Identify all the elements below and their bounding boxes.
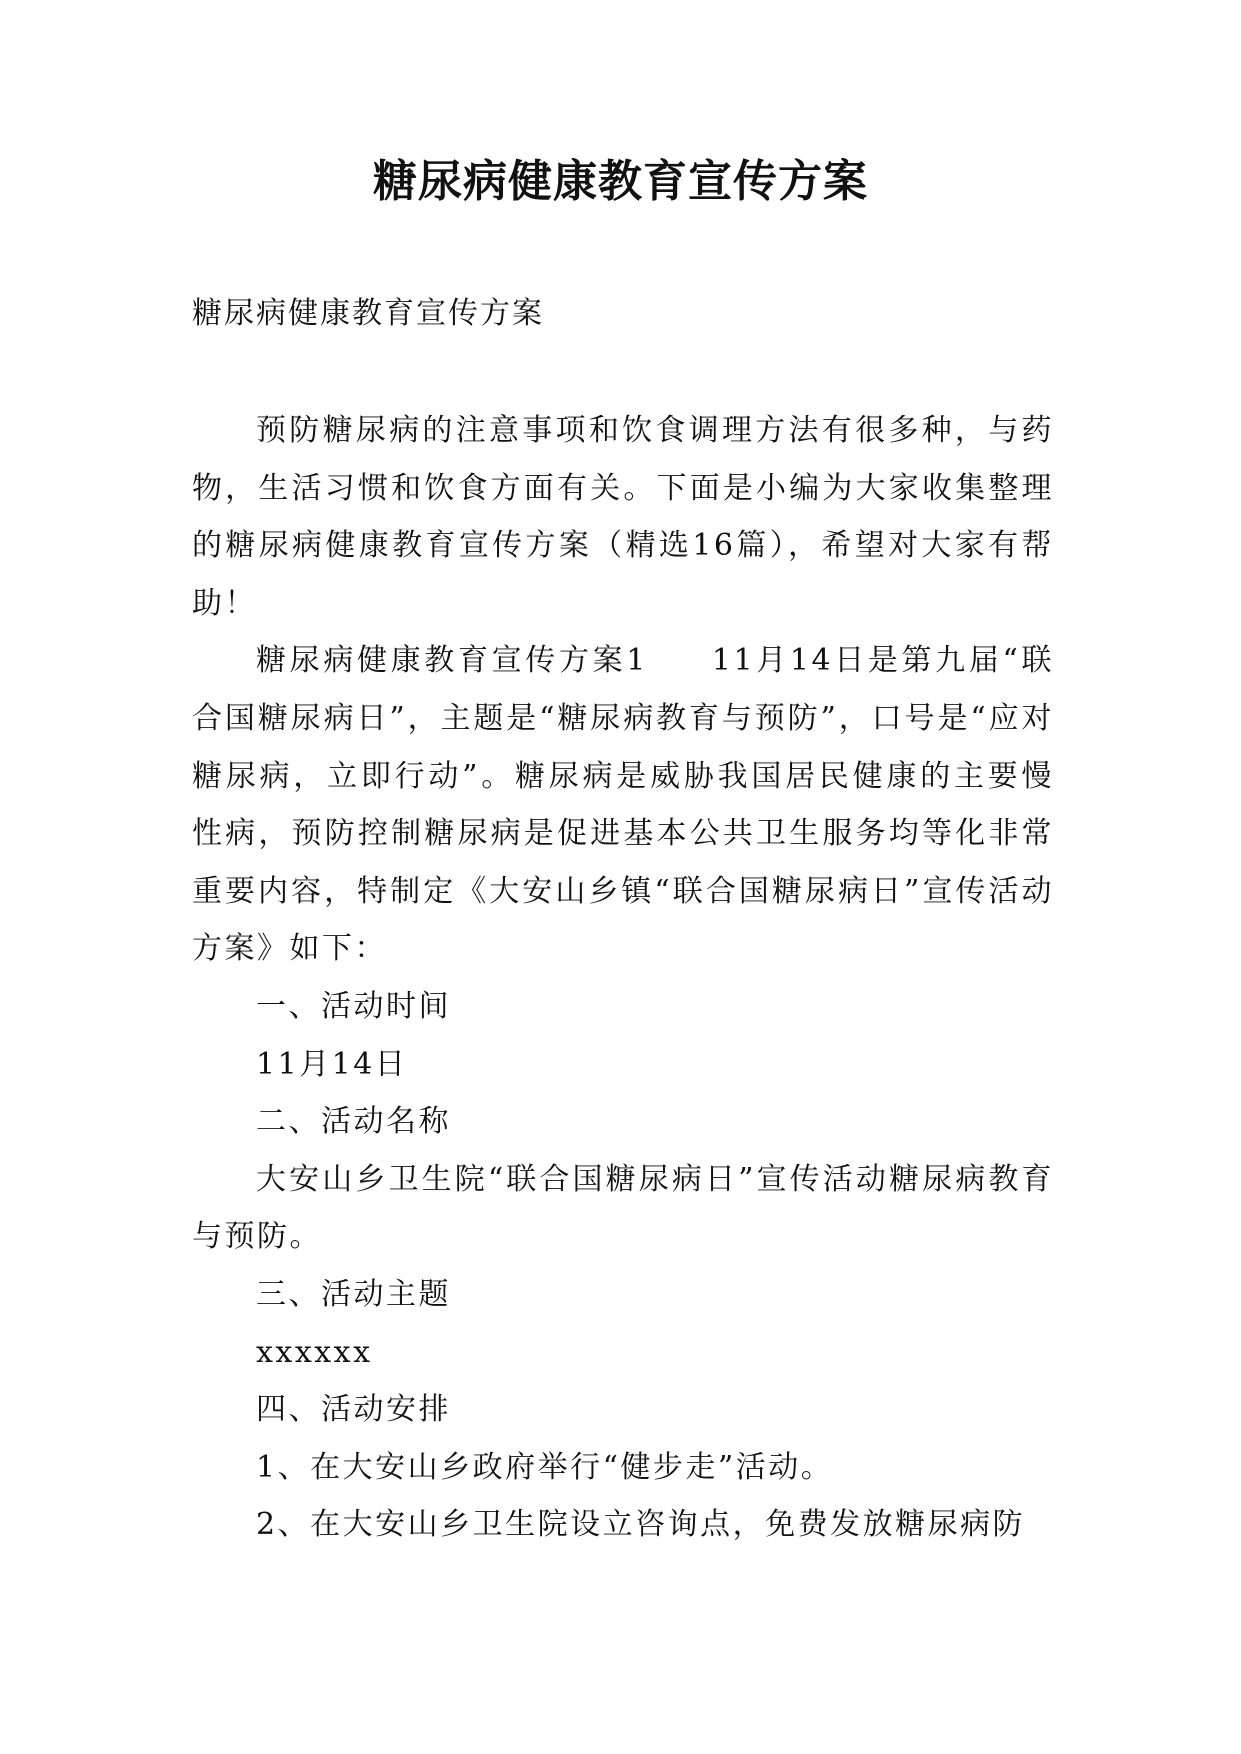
document-subtitle: 糖尿病健康教育宣传方案	[192, 296, 544, 331]
section-1-label: 糖尿病健康教育宣传方案1	[256, 643, 648, 679]
document-title: 糖尿病健康教育宣传方案	[373, 156, 868, 207]
activity-name-text: 大安山乡卫生院“联合国糖尿病日”宣传活动糖尿病教育与预防。	[192, 1161, 1054, 1255]
heading-activity-time: 一、活动时间	[256, 988, 451, 1024]
activity-theme-text: xxxxxx	[256, 1334, 373, 1370]
heading-activity-theme: 三、活动主题	[256, 1276, 451, 1312]
section-1-paragraph	[192, 632, 1054, 978]
heading-activity-arrangement: 四、活动安排	[256, 1392, 451, 1428]
section-1-text: 11月14日是第九届“联合国糖尿病日”，主题是“糖尿病教育与预防”，口号是“应对糖尿病，立即行动”。糖尿病是威胁我国居民健康的主要慢性病，预防控制糖尿病是促进基本公共卫生服务均等化非常重要内容，特制定《大安山乡镇“联合国糖尿病日”宣传活动方案》如下：	[192, 643, 1054, 967]
activity-time-text: 11月14日	[256, 1046, 408, 1082]
arrangement-item-2: 2、在大安山乡卫生院设立咨询点，免费发放糖尿病防	[256, 1507, 1026, 1543]
arrangement-item-1: 1、在大安山乡政府举行“健步走”活动。	[256, 1449, 834, 1485]
heading-activity-name: 二、活动名称	[256, 1104, 451, 1140]
intro-paragraph: 预防糖尿病的注意事项和饮食调理方法有很多种，与药物，生活习惯和饮食方面有关。下面是小编为大家收集整理的糖尿病健康教育宣传方案（精选16篇），希望对大家有帮助！	[192, 413, 1054, 621]
document-body	[192, 402, 1054, 1554]
